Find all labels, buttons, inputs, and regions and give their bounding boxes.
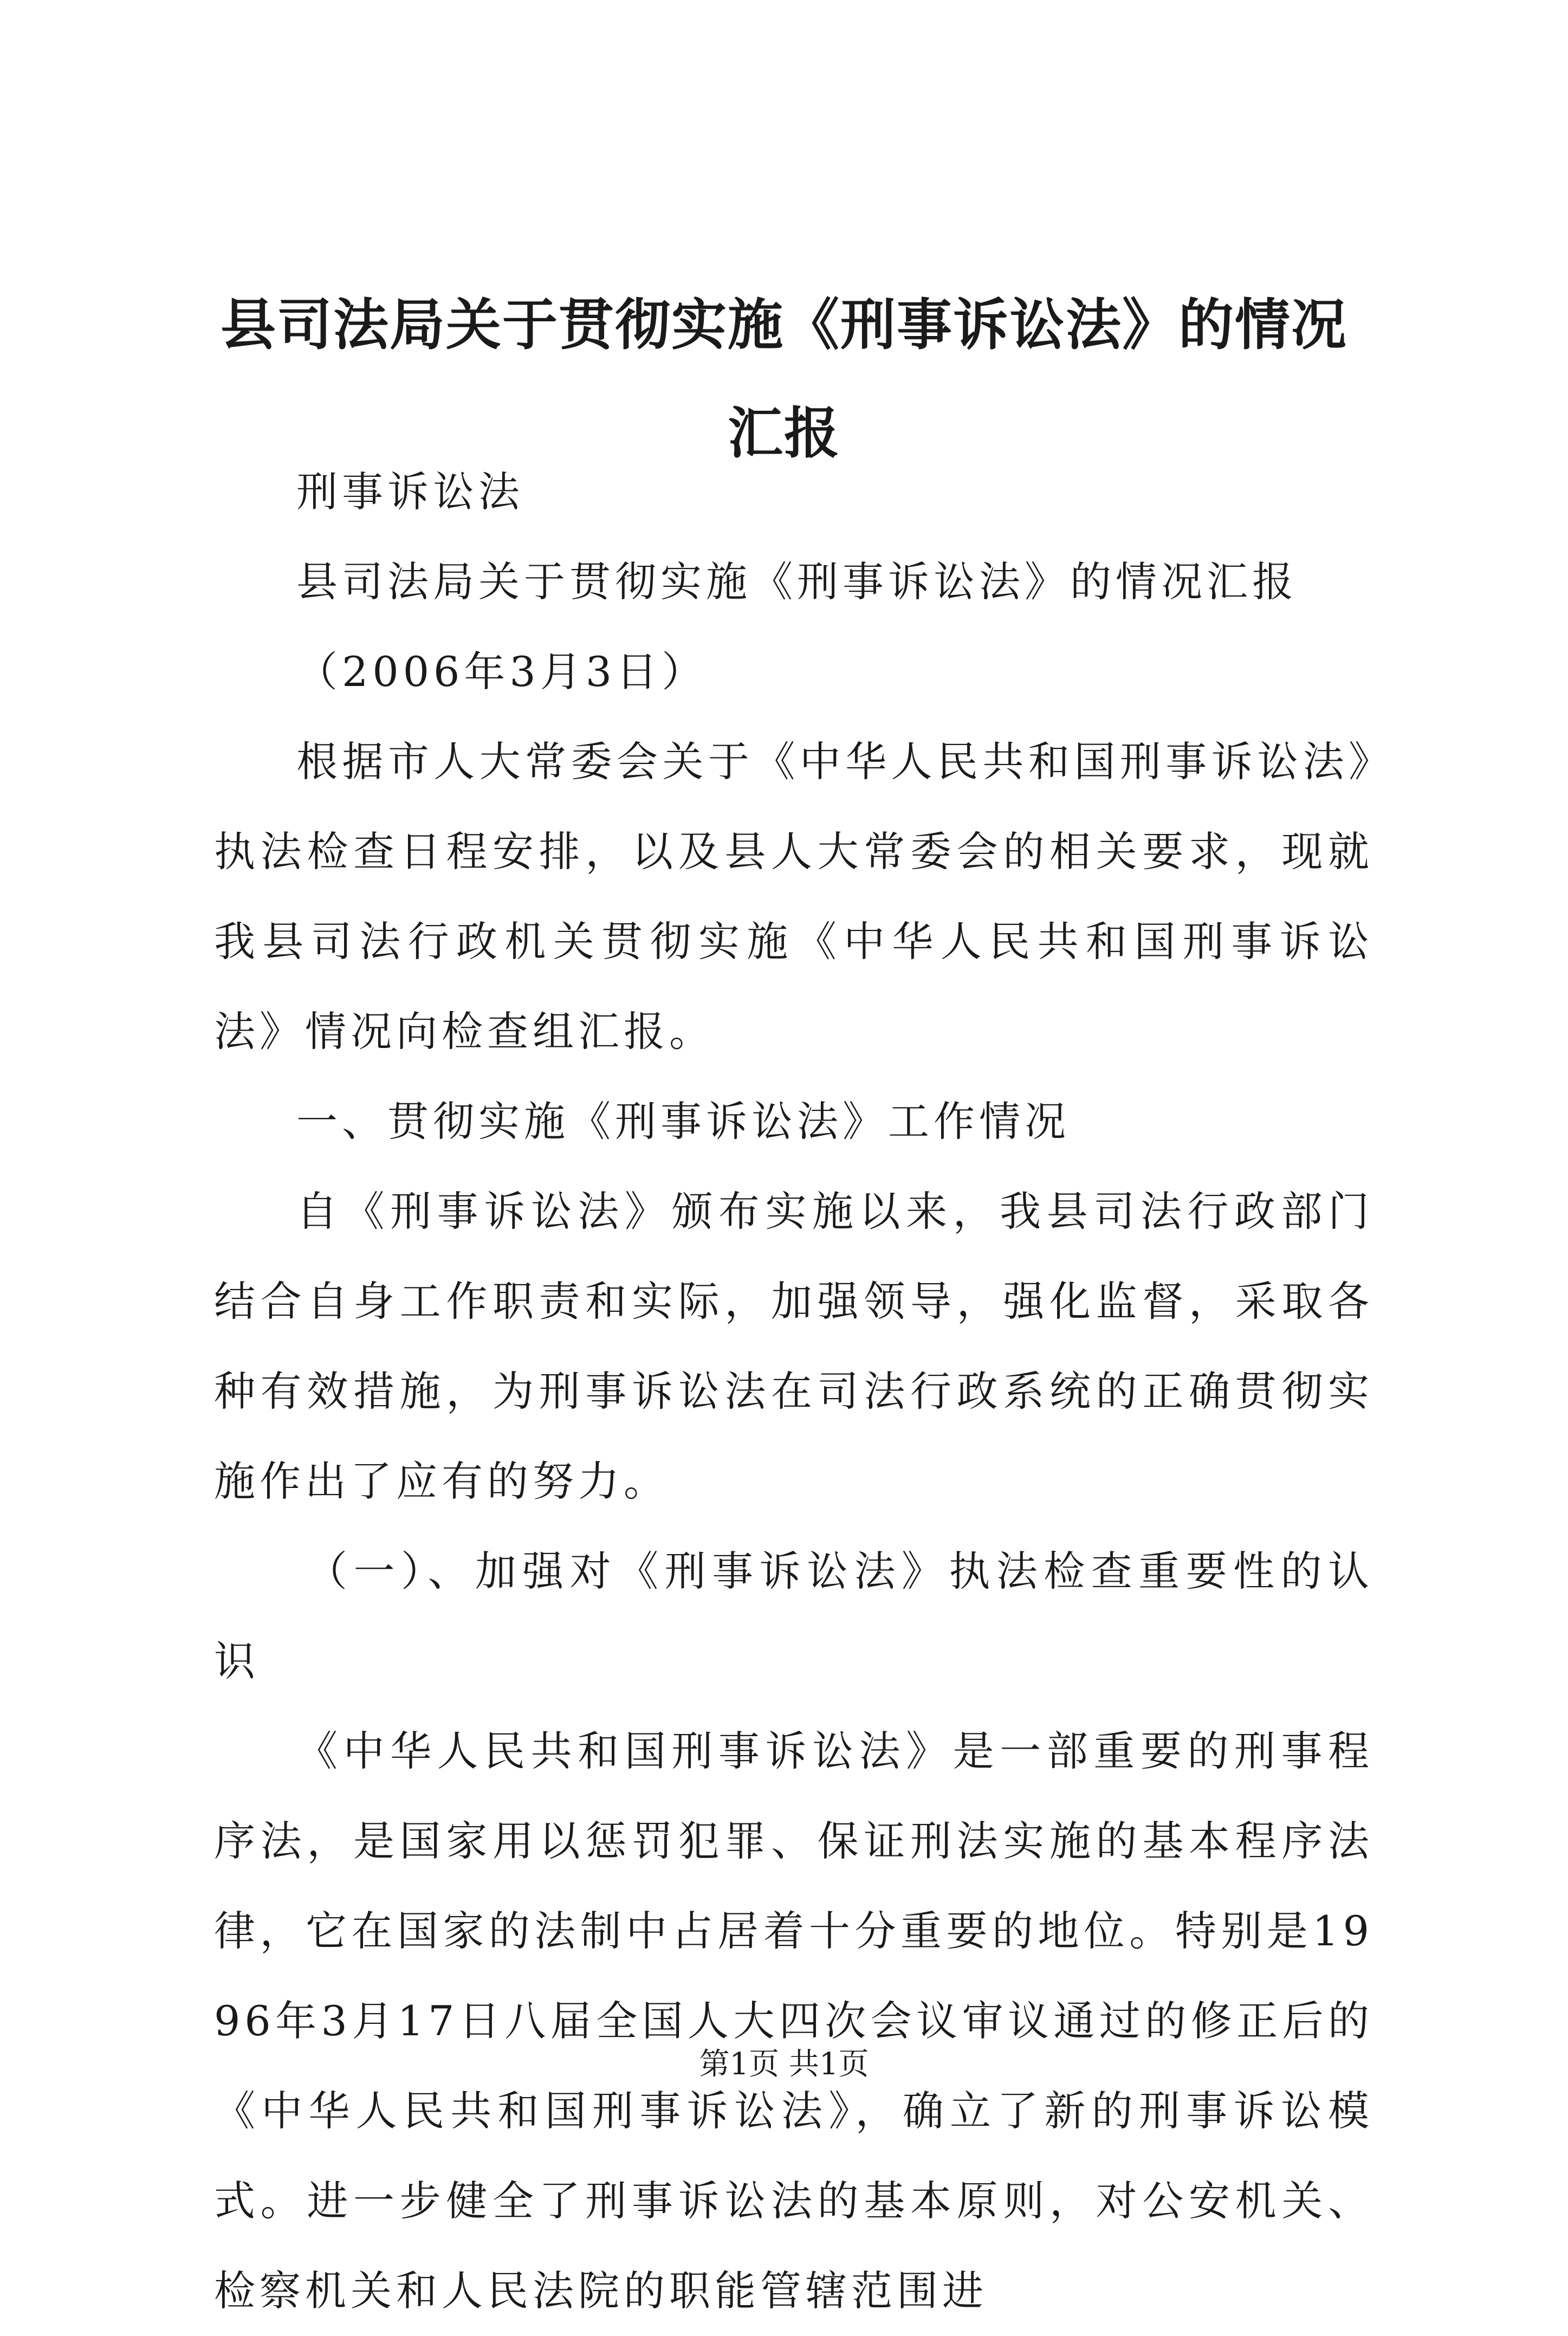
paragraph-category: 刑事诉讼法 [296, 468, 524, 516]
paragraph-report-title: 县司法局关于贯彻实施《刑事诉讼法》的情况汇报 [296, 558, 1298, 606]
document-title-line-1: 县司法局关于贯彻实施《刑事诉讼法》的情况 [221, 293, 1347, 358]
paragraph-section-1: 自《刑事诉讼法》颁布实施以来，我县司法行政部门结合自身工作职责和实际，加强领导，强化监督，采取各种有效措施，为刑事诉讼法在司法行政系统的正确贯彻实施作出了应有的努力。 [214, 1187, 1373, 1505]
section-heading-1: 一、贯彻实施《刑事诉讼法》工作情况 [296, 1097, 1070, 1146]
paragraph-subsection-1: 《中华人民共和国刑事诉讼法》是一部重要的刑事程序法，是国家用以惩罚犯罪、保证刑法实施的基本程序法律，它在国家的法制中占居着十分重要的地位。特别是1996年3月17日八届全国人大四次会议审议通过的修正后的《中华人民共和国刑事诉讼法》，确立了新的刑事诉讼模式。进一步健全了刑事诉讼法的基本原则，对公安机关、检察机关和人民法院的职能管辖范围进 [214, 1727, 1373, 2315]
subsection-heading-1: （一）、加强对《刑事诉讼法》执法检查重要性的认识 [214, 1547, 1373, 1685]
paragraph-intro: 根据市人大常委会关于《中华人民共和国刑事诉讼法》执法检查日程安排，以及县人大常委会的相关要求，现就我县司法行政机关贯彻实施《中华人民共和国刑事诉讼法》情况向检查组汇报。 [214, 737, 1373, 1056]
paragraph-date: （2006年3月3日） [296, 648, 708, 696]
document-title-line-2: 汇报 [728, 401, 840, 466]
page-number-footer: 第1页 共1页 [699, 2047, 869, 2082]
